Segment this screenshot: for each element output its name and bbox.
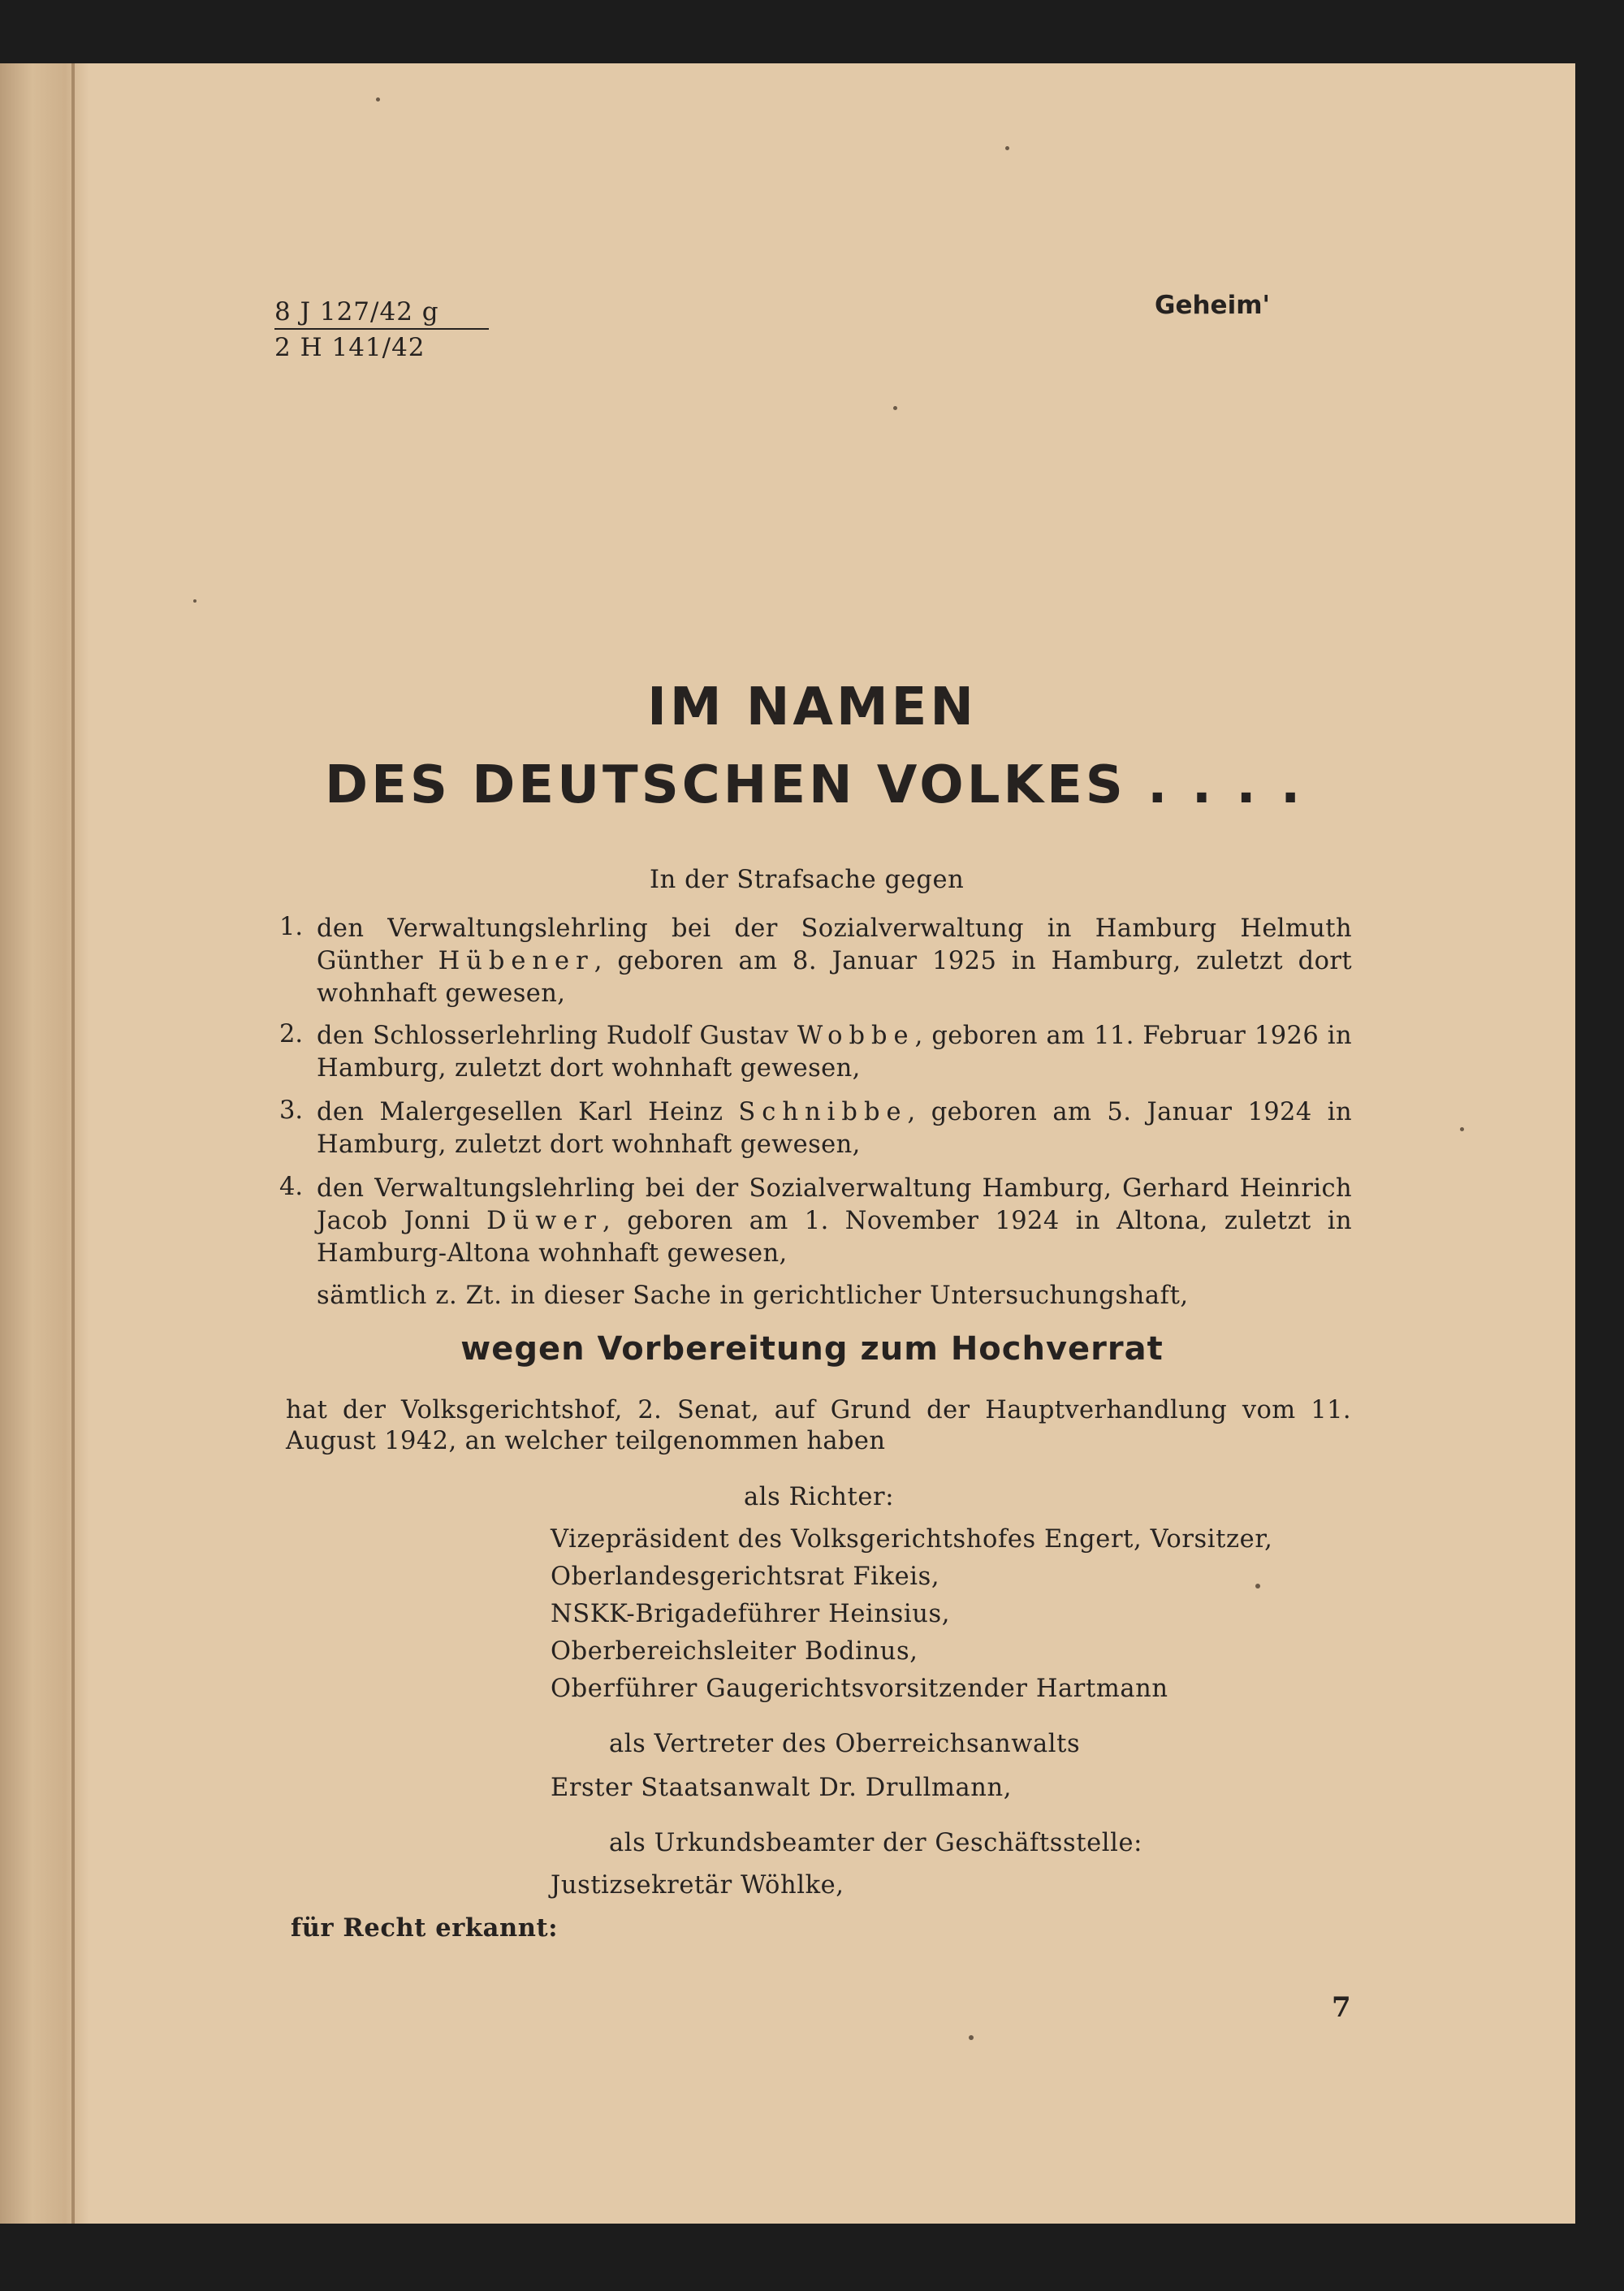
paper-speck <box>969 2035 974 2040</box>
paper-speck <box>1005 146 1009 150</box>
defendant-number: 2. <box>279 1020 304 1048</box>
defendant-text: , geboren am 8. Januar 1925 in Hamburg, zuletzt dort wohnhaft gewesen, <box>317 947 1352 1008</box>
defendant-number: 1. <box>279 913 304 941</box>
court-statement: hat der Volksgerichtshof, 2. Senat, auf Grund der Hauptverhandlung vom 11. August 1942, an welcher teilgenommen haben <box>286 1396 1351 1455</box>
title-line-1: IM NAMEN <box>647 677 977 737</box>
intro-line: In der Strafsache gegen <box>650 866 965 894</box>
defendant-text: den Verwaltungslehrling bei der Sozialverwaltung in Hamburg Helmuth Günther <box>317 914 1352 975</box>
case-reference-2: 2 H 141/42 <box>274 333 425 362</box>
paper-speck <box>193 599 197 603</box>
paper-speck <box>1255 1584 1260 1589</box>
left-page-edge <box>0 63 89 2224</box>
binding-gutter <box>71 63 75 2224</box>
judge-entry: Vizepräsident des Volksgerichtshofes Engert, Vorsitzer, <box>551 1525 1273 1554</box>
defendant-text: , geboren am 5. Januar 1924 in Hamburg, zuletzt dort wohnhaft gewesen, <box>317 1098 1352 1159</box>
defendant-surname: Hübener <box>438 947 594 975</box>
defendant-item <box>317 913 1352 1010</box>
defendant-text: den Schlosserlehrling Rudolf Gustav <box>317 1022 797 1050</box>
defendant-text: , geboren am 11. Februar 1926 in Hamburg, zuletzt dort wohnhaft gewesen, <box>317 1022 1353 1083</box>
judge-entry: NSKK-Brigadeführer Heinsius, <box>551 1600 950 1628</box>
paper-speck <box>893 406 897 410</box>
defendant-text: den Malergesellen Karl Heinz <box>317 1098 739 1126</box>
case-reference-1: 8 J 127/42 g <box>274 297 439 326</box>
defendant-item <box>317 1020 1352 1085</box>
prosecutor-entry: Erster Staatsanwalt Dr. Drullmann, <box>551 1774 1013 1802</box>
clerk-label: als Urkundsbeamter der Geschäftsstelle: <box>609 1829 1142 1857</box>
defendant-item <box>317 1096 1352 1161</box>
title-line-2: DES DEUTSCHEN VOLKES . . . . <box>325 755 1304 815</box>
prosecutor-label: als Vertreter des Oberreichsanwalts <box>609 1730 1081 1758</box>
defendant-text: , geboren am 1. November 1924 in Altona, zuletzt in Hamburg-Altona wohnhaft gewesen, <box>317 1207 1352 1268</box>
custody-note: sämtlich z. Zt. in dieser Sache in gerichtlicher Untersuchungshaft, <box>317 1282 1189 1310</box>
clerk-entry: Justizsekretär Wöhlke, <box>551 1871 844 1900</box>
judge-entry: Oberlandesgerichtsrat Fikeis, <box>551 1563 940 1591</box>
defendant-text: den Verwaltungslehrling bei der Sozialverwaltung Hamburg, Gerhard Heinrich Jacob Jonni <box>317 1174 1352 1235</box>
defendant-surname: Schnibbe <box>738 1098 908 1126</box>
defendant-number: 3. <box>279 1096 304 1125</box>
verdict-intro: für Recht erkannt: <box>291 1913 559 1943</box>
paper-speck <box>1460 1127 1464 1131</box>
judges-label: als Richter: <box>744 1483 895 1511</box>
judge-entry: Oberführer Gaugerichtsvorsitzender Hartmann <box>551 1675 1168 1703</box>
charge-heading: wegen Vorbereitung zum Hochverrat <box>460 1330 1164 1368</box>
defendant-surname: Wobbe <box>797 1022 915 1050</box>
defendant-number: 4. <box>279 1173 304 1201</box>
defendant-item <box>317 1173 1352 1270</box>
defendant-surname: Düwer <box>486 1207 603 1235</box>
case-reference-divider <box>274 328 489 330</box>
classification-stamp: Geheim' <box>1155 291 1270 320</box>
page-number: 7 <box>1332 1991 1351 2024</box>
judge-entry: Oberbereichsleiter Bodinus, <box>551 1637 918 1666</box>
paper-speck <box>376 97 380 102</box>
